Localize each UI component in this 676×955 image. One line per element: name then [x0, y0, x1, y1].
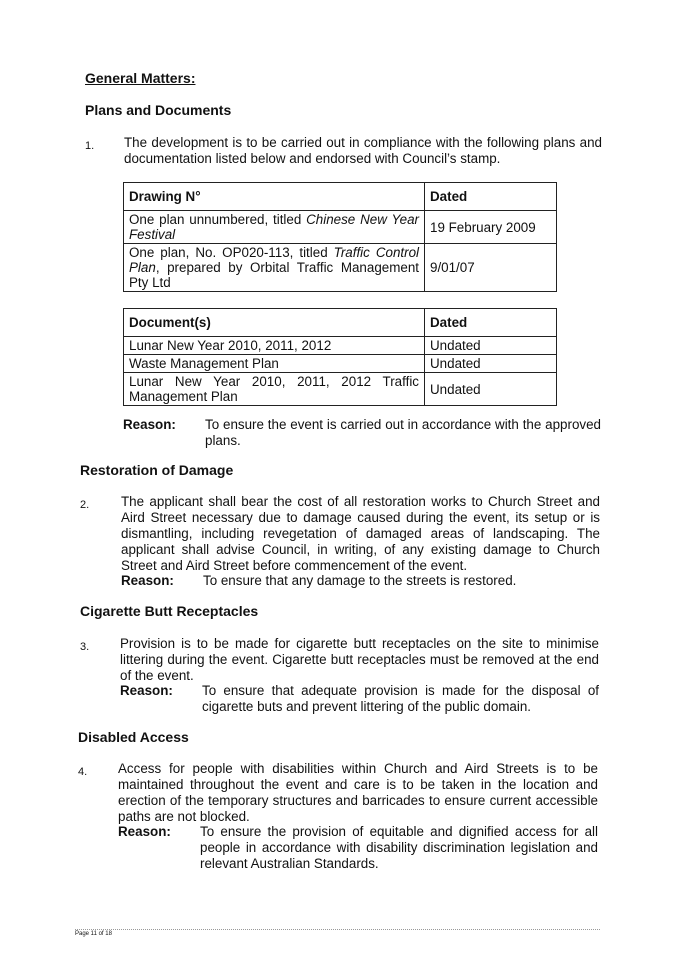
- page-heading: General Matters:: [85, 70, 196, 86]
- table-cell: Lunar New Year 2010, 2011, 2012: [124, 337, 425, 355]
- column-header: Dated: [425, 309, 557, 337]
- reason-text: To ensure the provision of equitable and dignified access for all people in accordance with disability discrimination legislation and relevant Australian Standards.: [200, 824, 598, 871]
- section-title-cigarette: Cigarette Butt Receptacles: [80, 603, 259, 619]
- table-row: [124, 211, 557, 244]
- table-cell: 9/01/07: [425, 244, 557, 292]
- clause-text: Access for people with disabilities within Church and Aird Streets is to be maintained throughout the event and care is to be taken in the location and erection of the temporary structures and barricades to ensure current accessible paths are not blocked.: [118, 761, 598, 824]
- table-row: [124, 244, 557, 292]
- clause-number: 2.: [80, 499, 90, 511]
- reason-label: Reason:: [121, 573, 174, 588]
- cell-text: One plan unnumbered, titled: [129, 212, 307, 227]
- column-header: Dated: [425, 183, 557, 211]
- table-cell: Lunar New Year 2010, 2011, 2012 Traffic Management Plan: [124, 373, 425, 406]
- section-title-disabled: Disabled Access: [78, 729, 189, 745]
- section-title-restoration: Restoration of Damage: [80, 462, 234, 478]
- cell-italic-text: Traffic Control Plan: [129, 245, 419, 275]
- clause-text: Provision is to be made for cigarette butt receptacles on the site to minimise littering during the event. Cigarette butt receptacles must be removed at the end of the event.: [120, 636, 599, 683]
- reason-text: To ensure that any damage to the streets is restored.: [203, 573, 517, 588]
- cell-italic-text: Chinese New Year Festival: [129, 212, 419, 242]
- table-row: [124, 373, 557, 406]
- table-header-row: [124, 309, 557, 337]
- reason-text: To ensure that adequate provision is made for the disposal of cigarette buts and prevent littering of the public domain.: [202, 683, 599, 714]
- clause-number: 3.: [80, 641, 90, 653]
- table-cell: Waste Management Plan: [124, 355, 425, 373]
- reason-text: To ensure the event is carried out in accordance with the approved plans.: [205, 417, 601, 448]
- column-header: Document(s): [124, 309, 425, 337]
- table-cell: Undated: [425, 337, 557, 355]
- column-header: Drawing N°: [124, 183, 425, 211]
- table-cell: 19 February 2009: [425, 211, 557, 244]
- cell-text: , prepared by Orbital Traffic Management Pty Ltd: [129, 260, 419, 290]
- clause-text: The development is to be carried out in compliance with the following plans and documentation listed below and endorsed with Council’s stamp.: [124, 135, 602, 166]
- cell-text: One plan, No. OP020-113, titled: [129, 245, 334, 260]
- page-number: Page 11 of 18: [75, 931, 112, 937]
- table-row: [124, 355, 557, 373]
- table-cell: Undated: [425, 373, 557, 406]
- table-row: [124, 337, 557, 355]
- table-cell: [124, 244, 425, 292]
- table-cell: [124, 211, 425, 244]
- table-cell: Undated: [425, 355, 557, 373]
- clause-number: 4.: [78, 766, 88, 778]
- reason-label: Reason:: [123, 417, 176, 432]
- reason-label: Reason:: [118, 824, 171, 839]
- documents-table: [123, 308, 557, 406]
- clause-text: The applicant shall bear the cost of all restoration works to Church Street and Aird Street necessary due to damage caused during the event, its setup or is dismantling, including revegetation of damaged areas of landscaping. The applicant shall advise Council, in writing, of any existing damage to Church Street and Aird Street before commencement of the event.: [121, 494, 600, 573]
- footer-divider: [75, 929, 600, 930]
- clause-number: 1.: [85, 140, 95, 152]
- table-header-row: [124, 183, 557, 211]
- drawings-table: [123, 182, 557, 292]
- section-title-plans: Plans and Documents: [85, 102, 232, 118]
- reason-label: Reason:: [120, 683, 173, 698]
